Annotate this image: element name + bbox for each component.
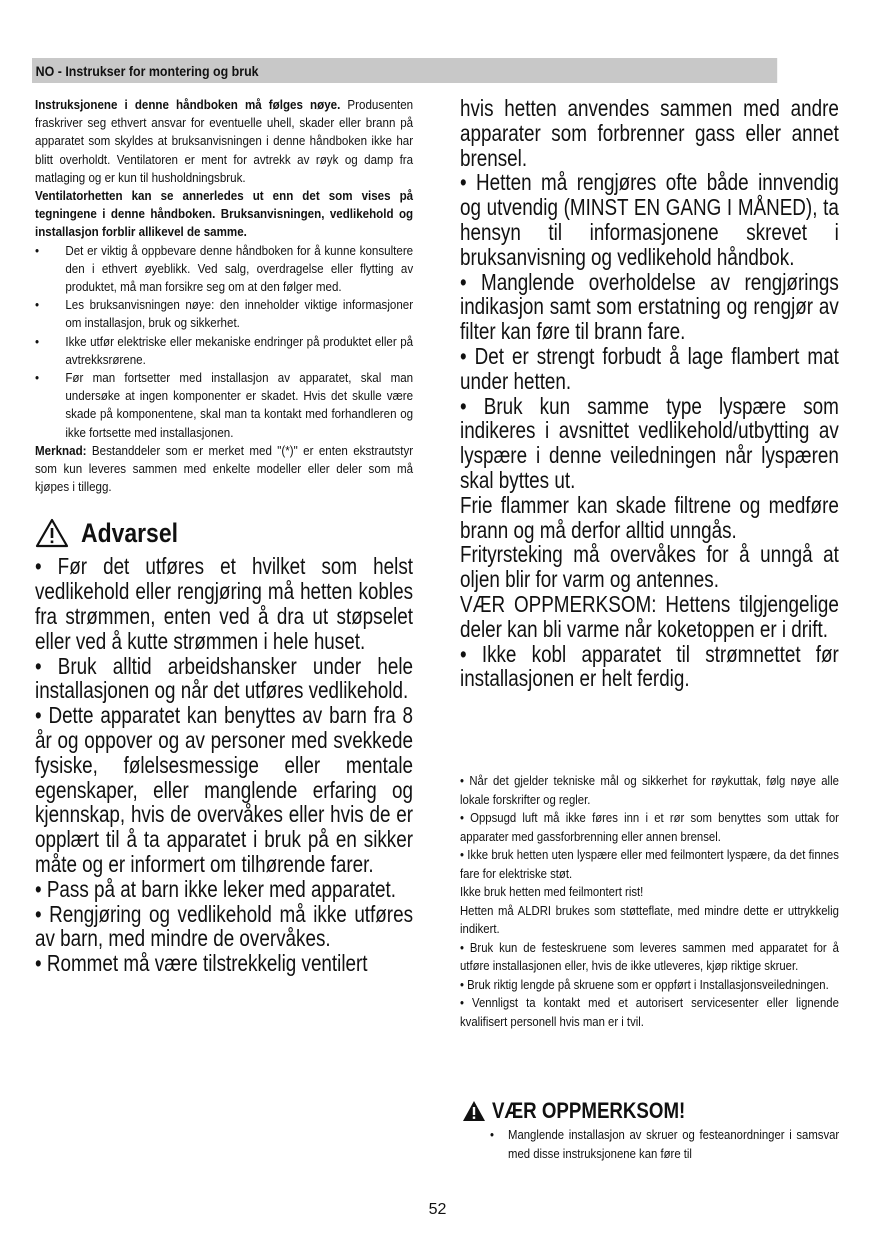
list-item-text: Les bruksanvisningen nøye: den inneholder viktige informasjoner om installasjon, bruk og sikkerhet.	[65, 298, 414, 331]
safety-paragraph: VÆR OPPMERKSOM: Hettens tilgjengelige deler kan bli varme når koketoppen er i drift.	[460, 590, 839, 642]
warning-paragraph: • Før det utføres et hvilket som helst vedlikehold eller rengjøring må hetten kobles fra strømmen, enten ved å dra ut støpselet eller ved å kutte strømmen i hele huset.	[35, 553, 414, 654]
list-item	[35, 369, 413, 442]
safety-paragraph: • Hetten må rengjøres ofte både innvendig og utvendig (MINST EN GANG I MÅNED), ta hensyn til informasjonene skrevet i bruksanvisning og vedlikehold håndbok.	[460, 169, 839, 270]
list-item	[35, 333, 413, 369]
warning-text	[35, 554, 413, 976]
list-item-text: Det er viktig å oppbevare denne håndboken for å kunne konsultere den i ethvert øyeblikk. Ved salg, overdragelse eller flytting av produktet, må man forsikre seg om at den følger med.	[65, 243, 414, 295]
warning-paragraph: • Rommet må være tilstrekkelig ventilert	[35, 950, 368, 977]
list-item-text: Ikke utfør elektriske eller mekaniske endringer på produktet eller på avtrekksrørene.	[65, 334, 414, 367]
small-paragraph: • Bruk kun de festeskruene som leveres sammen med apparatet for å utføre installasjonen eller, hvis de ikke utleveres, kjøp riktige skruer.	[460, 940, 839, 973]
page-number: 52	[428, 1201, 447, 1218]
bullet-glyph: •	[35, 298, 40, 313]
warning-triangle-icon	[35, 518, 69, 548]
list-item-text: Før man fortsetter med installasjon av apparatet, skal man undersøke at ingen komponenter er skadet. Hvis det skulle være skade på komponentene, skal man ta kontakt med forhandleren og ikke fortsette med installasjonen.	[65, 371, 414, 440]
warning-title: Advarsel	[81, 517, 178, 548]
note-label: Merknad:	[35, 443, 87, 458]
list-item	[490, 1126, 839, 1163]
safety-paragraph: Frie flammer kan skade filtrene og medføre brann og må derfor alltid unngås.	[460, 491, 839, 543]
safety-paragraph: Frityrsteking må overvåkes for å unngå at oljen blir for varm og antennes.	[460, 541, 839, 593]
safety-paragraph: • Det er strengt forbudt å lage flambert mat under hetten.	[460, 342, 839, 394]
caution-list	[490, 1126, 839, 1163]
caution-bullet-text: Manglende installasjon av skruer og festeanordninger i samsvar med disse instruksjonene kan føre til	[508, 1128, 840, 1161]
section-header: NO - Instrukser for montering og bruk	[32, 58, 777, 83]
caution-heading	[462, 1097, 719, 1125]
small-paragraph: • Når det gjelder tekniske mål og sikkerhet for røykuttak, følg nøye alle lokale forskrifter og regler.	[460, 774, 839, 807]
safety-text-small	[460, 772, 839, 1031]
bullet-glyph: •	[35, 243, 40, 258]
small-paragraph: • Oppsugd luft må ikke føres inn i et rør som benyttes som uttak for apparater med gassforbrenning eller annen brensel.	[460, 811, 839, 844]
safety-small-block	[460, 772, 839, 1031]
bullet-glyph: •	[490, 1128, 494, 1142]
note-paragraph	[35, 442, 413, 497]
list-item	[35, 242, 413, 297]
safety-paragraph: • Bruk kun samme type lyspære som indikeres i avsnittet vedlikehold/utbytting av lyspære i denne veiledningen når lyspæren skal byttes ut.	[460, 392, 839, 493]
safety-paragraph: hvis hetten anvendes sammen med andre apparater som forbrenner gass eller annet brensel.	[460, 95, 839, 171]
warning-heading	[35, 516, 413, 550]
right-column	[460, 96, 839, 691]
caution-triangle-icon	[462, 1100, 486, 1122]
small-paragraph: Ikke bruk hetten med feilmontert rist!	[460, 885, 644, 899]
left-column	[35, 96, 413, 976]
small-paragraph: Hetten må ALDRI brukes som støtteflate, med mindre dette er uttrykkelig indikert.	[460, 903, 839, 936]
bullet-glyph: •	[35, 371, 40, 386]
safety-paragraph: • Ikke kobl apparatet til strømnettet før installasjonen er helt ferdig.	[460, 640, 839, 692]
small-paragraph: • Ikke bruk hetten uten lyspære eller med feilmontert lyspære, da det finnes fare for elektriske støt.	[460, 848, 839, 881]
note-text: Bestanddeler som er merket med "(*)" er enten ekstrautstyr som kun leveres sammen med enkelte modeller eller deler som må kjøpes i tillegg.	[35, 443, 414, 495]
caution-title: VÆR OPPMERKSOM!	[492, 1098, 686, 1123]
intro-text-1: Produsenten fraskriver seg ethvert ansvar for eventuelle uhell, skader eller brann på apparatet som skyldes at bruksanvisningen i denne håndboken ikke har blitt overholdt. Ventilatoren er ment for avtrekk av røyk og damp fra matlaging og er kun til husholdningsbruk.	[35, 98, 414, 185]
safety-text-large	[460, 96, 839, 691]
intro-bold-2: Ventilatorhetten kan se annerledes ut enn det som vises på tegningene i denne håndboken. Bruksanvisningen, vedlikehold og installasjon forblir allikevel de samme.	[35, 189, 414, 240]
intro-paragraph	[35, 96, 413, 187]
list-item	[35, 296, 413, 332]
small-paragraph: • Vennligst ta kontakt med et autorisert servicesenter eller lignende kvalifisert personell hvis man er i tvil.	[460, 996, 839, 1029]
warning-paragraph: • Bruk alltid arbeidshansker under hele installasjonen og når det utføres vedlikehold.	[35, 652, 414, 704]
small-paragraph: • Bruk riktig lengde på skruene som er oppført i Installasjonsveiledningen.	[460, 977, 829, 992]
warning-paragraph: • Dette apparatet kan benyttes av barn fra 8 år og oppover og av personer med svekkede fysiske, følelsesmessige eller mentale egenskaper, eller manglende erfaring og kjennskap, hvis de overvåkes eller hvis de er opplært til å ta apparatet i bruk på en sikker måte og er informert om tilhørende farer.	[35, 702, 414, 878]
safety-paragraph: • Manglende overholdelse av rengjørings indikasjon samt som erstatning og rengjør av filter kan føre til brann fare.	[460, 268, 839, 345]
intro-block	[35, 96, 413, 496]
intro-bold-1: Instruksjonene i denne håndboken må følges nøye.	[35, 98, 341, 112]
bullet-glyph: •	[35, 334, 40, 349]
warning-paragraph: • Pass på at barn ikke leker med apparatet.	[35, 875, 396, 902]
warning-paragraph: • Rengjøring og vedlikehold må ikke utføres av barn, med mindre de overvåkes.	[35, 900, 414, 952]
